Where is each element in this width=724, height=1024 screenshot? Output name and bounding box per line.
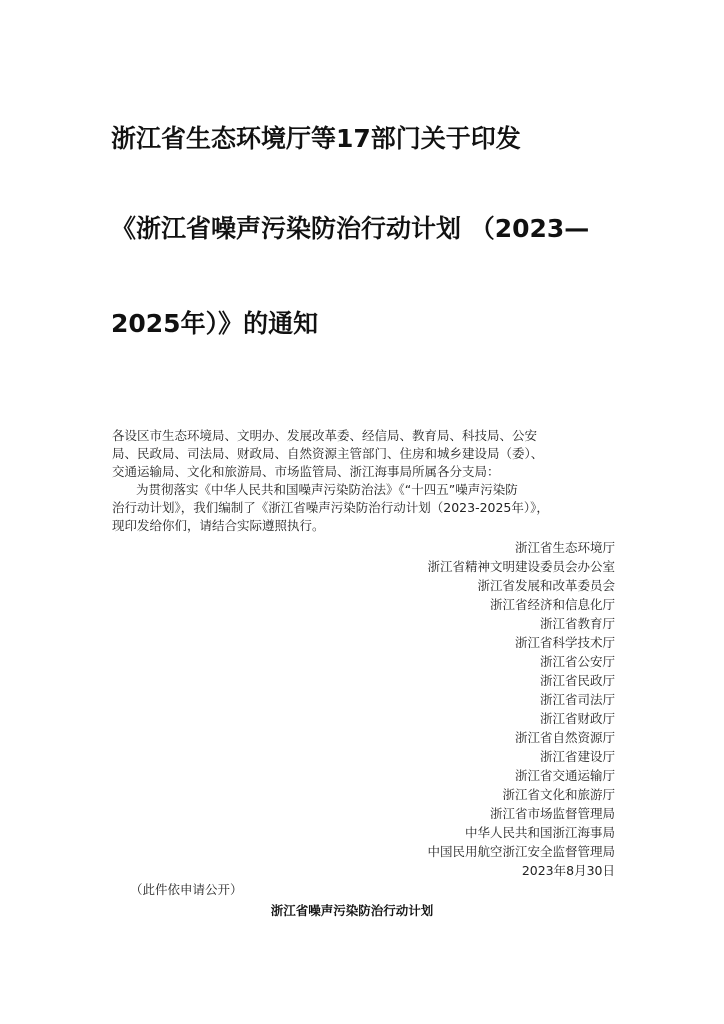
title-line-3: 2025年）》的通知 xyxy=(111,309,319,338)
addressee-line-2: 局、民政局、司法局、财政局、自然资源主管部门、住房和城乡建设局（委）、 xyxy=(112,446,544,461)
signatory: 浙江省交通运输厅 xyxy=(514,768,615,783)
addressee-line-3: 交通运输局、文化和旅游局、市场监管局、浙江海事局所属各分支局： xyxy=(112,464,500,479)
title-line-1: 浙江省生态环境厅等17部门关于印发 xyxy=(111,124,521,153)
signatory: 浙江省司法厅 xyxy=(539,692,615,707)
signatory: 中华人民共和国浙江海事局 xyxy=(464,825,615,840)
signatory: 浙江省生态环境厅 xyxy=(514,540,615,555)
disclosure-note: （此件依申请公开） xyxy=(130,882,243,897)
addressee-line-1: 各设区市生态环境局、文明办、发展改革委、经信局、教育局、科技局、公安 xyxy=(112,428,538,443)
signatory: 中国民用航空浙江安全监督管理局 xyxy=(427,844,615,859)
signatory: 浙江省公安厅 xyxy=(539,654,615,669)
signatory: 浙江省经济和信息化厅 xyxy=(489,597,615,612)
signatory: 浙江省科学技术厅 xyxy=(514,635,615,650)
body-line-3: 现印发给你们，请结合实际遵照执行。 xyxy=(112,518,325,533)
notice-body xyxy=(112,427,622,535)
signatory: 浙江省建设厅 xyxy=(539,749,615,764)
plan-title: 浙江省噪声污染防治行动计划 xyxy=(270,903,434,918)
body-line-1: 为贯彻落实《中华人民共和国噪声污染防治法》《“十四五”噪声污染防 xyxy=(136,482,518,497)
body-line-2: 治行动计划》，我们编制了《浙江省噪声污染防治行动计划（2023-2025年）》， xyxy=(112,500,549,515)
signatory: 浙江省精神文明建设委员会办公室 xyxy=(427,559,615,574)
signatory: 浙江省教育厅 xyxy=(539,616,615,631)
signatory: 浙江省发展和改革委员会 xyxy=(477,578,615,593)
signatory-list xyxy=(427,538,615,880)
plan-title-row xyxy=(0,901,724,919)
signatory: 浙江省市场监督管理局 xyxy=(489,806,615,821)
signatory: 浙江省文化和旅游厅 xyxy=(502,787,615,802)
issue-date: 2023年8月30日 xyxy=(521,863,615,878)
signatory: 浙江省财政厅 xyxy=(539,711,615,726)
signatory: 浙江省自然资源厅 xyxy=(514,730,615,745)
title-line-2: 《浙江省噪声污染防治行动计划 （2023— xyxy=(111,214,590,243)
signatory: 浙江省民政厅 xyxy=(539,673,615,688)
